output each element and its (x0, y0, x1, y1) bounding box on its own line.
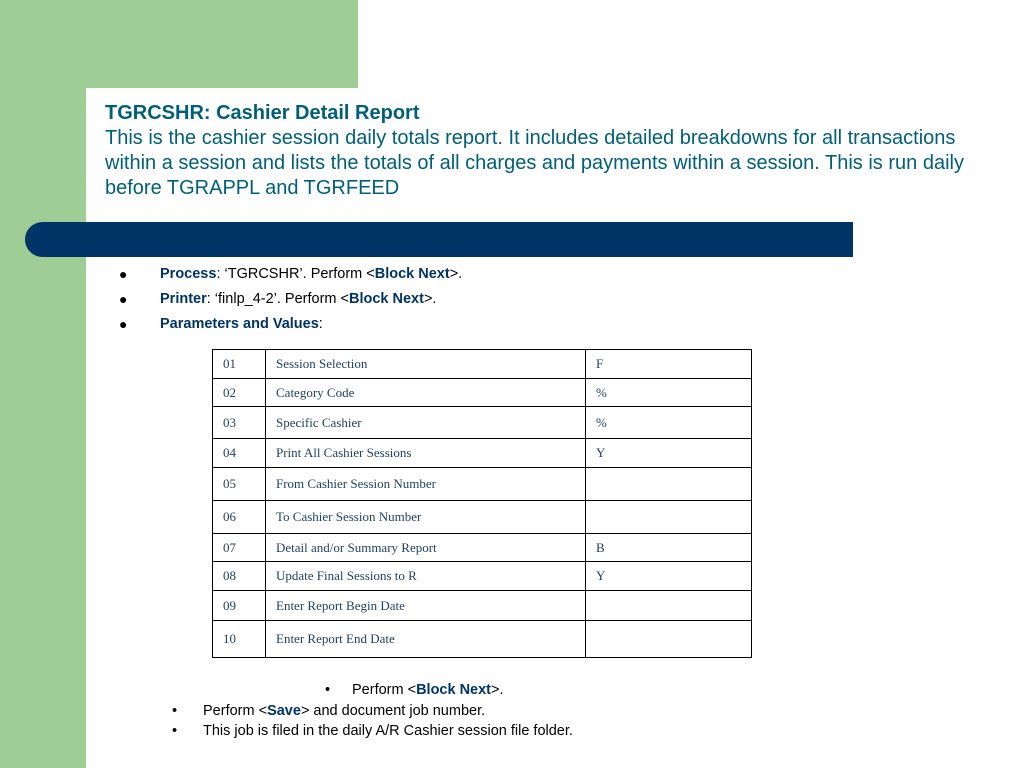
param-number: 09 (213, 591, 266, 621)
bullet-printer (119, 287, 462, 312)
param-value (586, 501, 752, 534)
note-perform-save: • Perform <Save> and document job number. (172, 703, 486, 719)
param-value: B (586, 534, 752, 562)
param-value: % (586, 379, 752, 407)
key-block-next: Block Next (416, 682, 492, 698)
param-name: Enter Report Begin Date (266, 591, 586, 621)
bullet-label: Parameters and Values (160, 316, 319, 332)
table-row (213, 562, 752, 591)
bullet-dot-icon: • (325, 682, 331, 698)
note-perform-block-next: • Perform <Block Next>. (325, 682, 504, 698)
table-row (213, 407, 752, 439)
param-name: Enter Report End Date (266, 621, 586, 658)
param-number: 10 (213, 621, 266, 658)
param-number: 08 (213, 562, 266, 591)
param-value: % (586, 407, 752, 439)
param-number: 03 (213, 407, 266, 439)
param-value (586, 621, 752, 658)
param-value: Y (586, 562, 752, 591)
bullet-dot-icon: • (172, 723, 178, 739)
param-value: Y (586, 439, 752, 468)
bullet-parameters (119, 312, 462, 337)
bullet-text-end: >. (423, 291, 437, 307)
bullet-text: : (318, 316, 323, 332)
bullet-key: Block Next (374, 266, 450, 282)
bullet-key: Block Next (349, 291, 424, 307)
title-block (105, 101, 965, 201)
param-name: Category Code (266, 379, 586, 407)
param-number: 06 (213, 501, 266, 534)
bullet-dot-icon: ● (119, 316, 128, 332)
param-value (586, 591, 752, 621)
decorative-blue-bar (25, 222, 853, 257)
bullet-dot-icon: • (172, 703, 178, 719)
bullet-label: Process (160, 266, 217, 282)
param-name: From Cashier Session Number (266, 468, 586, 501)
bullet-list (119, 262, 462, 337)
bullet-process (119, 262, 462, 287)
table-row (213, 379, 752, 407)
param-number: 05 (213, 468, 266, 501)
bullet-text: : ‘finlp_4-2’. Perform < (206, 291, 349, 307)
table-row (213, 350, 752, 379)
param-number: 07 (213, 534, 266, 562)
slide-description: This is the cashier session daily totals report. It includes detailed breakdowns for all transactions within a session and lists the totals of all charges and payments within a session. This is run daily before TGRAPPL and TGRFEED (105, 127, 964, 199)
bullet-text-end: >. (449, 266, 463, 282)
bullet-label: Printer (160, 291, 207, 307)
bullet-dot-icon: ● (119, 266, 128, 282)
table-row (213, 501, 752, 534)
decorative-green-band-left (0, 0, 86, 768)
table-row (213, 591, 752, 621)
note-filed-folder (172, 721, 573, 741)
table-row (213, 439, 752, 468)
table-row (213, 468, 752, 501)
param-number: 02 (213, 379, 266, 407)
param-number: 04 (213, 439, 266, 468)
parameters-table (212, 349, 752, 658)
param-number: 01 (213, 350, 266, 379)
param-value (586, 468, 752, 501)
key-save: Save (267, 703, 301, 719)
param-name: Session Selection (266, 350, 586, 379)
table-row (213, 621, 752, 658)
param-name: Specific Cashier (266, 407, 586, 439)
filed-note-text: This job is filed in the daily A/R Cashier session file folder. (203, 723, 573, 739)
param-name: Print All Cashier Sessions (266, 439, 586, 468)
slide-heading: TGRCSHR: Cashier Detail Report (105, 102, 420, 124)
param-name: To Cashier Session Number (266, 501, 586, 534)
param-value: F (586, 350, 752, 379)
bullet-text: : ‘TGRCSHR’. Perform < (216, 266, 375, 282)
table-row (213, 534, 752, 562)
param-name: Detail and/or Summary Report (266, 534, 586, 562)
bullet-dot-icon: ● (119, 291, 128, 307)
param-name: Update Final Sessions to R (266, 562, 586, 591)
